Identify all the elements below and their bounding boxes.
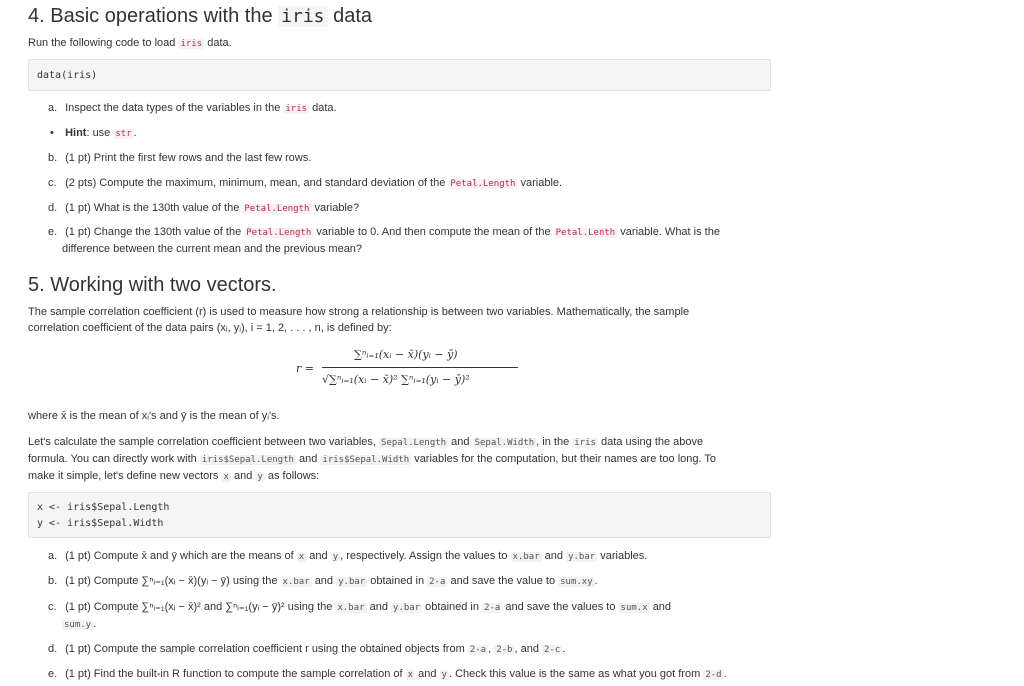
item-line2	[48, 616, 773, 633]
text: , in the	[536, 436, 570, 448]
text: variables for the computation, but their names are too long. To	[414, 453, 717, 465]
item-text: variable?	[314, 202, 360, 214]
item-label: c.	[48, 601, 57, 613]
title-text: 4. Basic operations with the	[28, 5, 273, 27]
inline-code: x.bar	[512, 552, 540, 562]
item-text: (1 pt) Change the 130th value of the	[65, 226, 242, 238]
inline-code: sum.x	[620, 603, 648, 613]
list-item-2e	[48, 666, 773, 683]
code-line: y <- iris$Sepal.Width	[37, 518, 164, 529]
item-text: : use	[86, 127, 111, 139]
inline-code: 2-a	[469, 645, 487, 655]
item-text: and	[418, 668, 437, 680]
inline-code: x	[298, 552, 305, 562]
inline-code: 2-a	[429, 577, 446, 587]
formula-lhs: r =	[296, 362, 314, 375]
inline-code: y	[441, 670, 447, 680]
inline-code: 2-d	[705, 670, 722, 680]
inline-code: y	[332, 552, 339, 562]
item-text: . Check this value is the same as what you got from	[448, 668, 701, 680]
item-label: b.	[48, 575, 58, 587]
section5-title: 5. Working with two vectors.	[28, 274, 277, 296]
item-text: .	[562, 643, 566, 655]
inline-code: 2-b	[496, 645, 513, 655]
item-text: variable.	[520, 177, 563, 189]
item-text: variable to 0. And then compute the mean of the	[316, 226, 551, 238]
inline-code: Petal.Length	[246, 228, 312, 238]
item-label: b.	[48, 152, 58, 164]
item-text: difference between the current mean and the previous mean?	[62, 243, 363, 255]
inline-code: 2-a	[484, 603, 501, 613]
item-text: and	[369, 601, 388, 613]
item-text: and	[309, 550, 328, 562]
item-text: variable. What is the	[620, 226, 720, 238]
section4-intro	[28, 35, 773, 52]
list-item-d	[48, 200, 773, 217]
list-item-2d	[48, 641, 773, 658]
item-label: a.	[48, 550, 58, 562]
item-text: obtained in	[425, 601, 479, 613]
item-text: (1 pt) Compute ∑ⁿᵢ₌₁(xᵢ − x̄)(yᵢ − ȳ) using the	[65, 575, 278, 587]
inline-code: Sepal.Length	[381, 438, 447, 448]
list-item-e	[48, 224, 773, 257]
item-label: d.	[48, 202, 58, 214]
inline-code: iris	[180, 39, 203, 49]
inline-code: y.bar	[568, 552, 596, 562]
text: and	[233, 470, 253, 482]
item-text: (1 pt) Compute x̄ and ȳ which are the means of	[65, 550, 294, 562]
hint-item	[50, 125, 775, 142]
para-line	[28, 434, 773, 451]
text: make it simple, let's define new vectors	[28, 470, 219, 482]
section5-para2	[28, 434, 773, 485]
inline-code: x.bar	[337, 603, 365, 613]
item-text: .	[594, 575, 598, 587]
item-text: (2 pts) Compute the maximum, minimum, mean, and standard deviation of the	[65, 177, 446, 189]
formula-numerator: ∑ⁿᵢ₌₁(xᵢ − x̄)(yᵢ − ȳ)	[354, 348, 458, 361]
bullet: •	[50, 127, 54, 139]
text: and	[451, 436, 470, 448]
inline-code: iris	[574, 438, 596, 448]
inline-code: Petal.Length	[450, 179, 516, 189]
list-item-2b	[48, 573, 773, 590]
item-label: c.	[48, 177, 57, 189]
para-line	[28, 451, 773, 468]
inline-code: y.bar	[393, 603, 421, 613]
list-item-b	[48, 150, 773, 166]
inline-code: x.bar	[282, 577, 310, 587]
item-text: and save the values to	[505, 601, 616, 613]
item-text: (1 pt) Find the built-in R function to compute the sample correlation of	[65, 668, 403, 680]
section5-para1	[28, 304, 773, 336]
inline-code: x	[407, 670, 414, 680]
where-line: where x̄ is the mean of xᵢ's and ȳ is the mean of yᵢ's.	[28, 410, 280, 422]
item-text: (1 pt) What is the 130th value of the	[65, 202, 240, 214]
item-text: .	[133, 127, 137, 139]
inline-code: Petal.Lenth	[555, 228, 616, 238]
item-text: Inspect the data types of the variables in the	[65, 102, 281, 114]
inline-code: y.bar	[338, 577, 366, 587]
item-label: a.	[48, 102, 58, 114]
code-block-load	[28, 59, 771, 91]
list-item-2a	[48, 548, 773, 565]
text: Let's calculate the sample correlation coefficient between two variables,	[28, 436, 376, 448]
item-text: (1 pt) Compute ∑ⁿᵢ₌₁(xᵢ − x̄)² and ∑ⁿᵢ₌₁(yᵢ − ȳ)² using the	[65, 601, 333, 613]
inline-code: x	[223, 472, 229, 482]
list-item-2c	[48, 599, 773, 633]
inline-code: Sepal.Width	[474, 438, 535, 448]
item-label: e.	[48, 668, 58, 680]
fraction-bar	[322, 367, 518, 368]
item-label: e.	[48, 226, 58, 238]
text: data using the above	[601, 436, 704, 448]
title-text: data	[333, 5, 373, 27]
inline-code: iris$Sepal.Width	[322, 455, 410, 465]
section4-title	[28, 4, 372, 29]
correlation-formula	[296, 348, 536, 398]
code-line: data(iris)	[37, 70, 98, 81]
item-text: .	[723, 668, 727, 680]
text: and	[299, 453, 318, 465]
para-line	[28, 468, 773, 485]
inline-code: iris	[285, 104, 308, 114]
text: as follows:	[267, 470, 320, 482]
item-text: and	[652, 601, 672, 613]
title-code: iris	[278, 6, 327, 27]
inline-code: sum.xy	[560, 577, 593, 587]
list-item-c	[48, 175, 773, 192]
list-item-a	[48, 100, 773, 117]
item-text: and save the value to	[450, 575, 556, 587]
item-text: and	[544, 550, 564, 562]
item-text: and	[314, 575, 334, 587]
item-text: , and	[514, 643, 539, 655]
code-line: x <- iris$Sepal.Length	[37, 502, 170, 513]
para-line: correlation coefficient of the data pairs (xᵢ, yᵢ), i = 1, 2, . . . , n, is defined by:	[28, 322, 392, 334]
inline-code: 2-c	[544, 645, 561, 655]
code-block-vectors	[28, 492, 771, 538]
item-text: obtained in	[370, 575, 425, 587]
item-text: (1 pt) Print the first few rows and the last few rows.	[65, 152, 312, 164]
intro-text: Run the following code to load	[28, 37, 176, 49]
para-line: The sample correlation coefficient (r) is used to measure how strong a relationship is between two variables. Mathematically, the sample	[28, 306, 690, 318]
hint-label: Hint	[65, 127, 87, 139]
item-label: d.	[48, 643, 58, 655]
item-text: ,	[488, 643, 492, 655]
inline-code: str	[115, 129, 132, 139]
text: formula. You can directly work with	[28, 453, 197, 465]
formula-denominator: √∑ⁿᵢ₌₁(xᵢ − x̄)² ∑ⁿᵢ₌₁(yᵢ − ȳ)²	[322, 373, 470, 386]
item-text: variables.	[600, 550, 648, 562]
item-text: data.	[312, 102, 337, 114]
intro-text: data.	[207, 37, 232, 49]
inline-code: y	[257, 472, 263, 482]
item-text: , respectively. Assign the values to	[340, 550, 508, 562]
inline-code: sum.y	[64, 620, 92, 630]
item-text: .	[93, 618, 97, 630]
inline-code: Petal.Length	[244, 204, 310, 214]
item-text: (1 pt) Compute the sample correlation coefficient r using the obtained objects from	[65, 643, 465, 655]
inline-code: iris$Sepal.Length	[201, 455, 294, 465]
